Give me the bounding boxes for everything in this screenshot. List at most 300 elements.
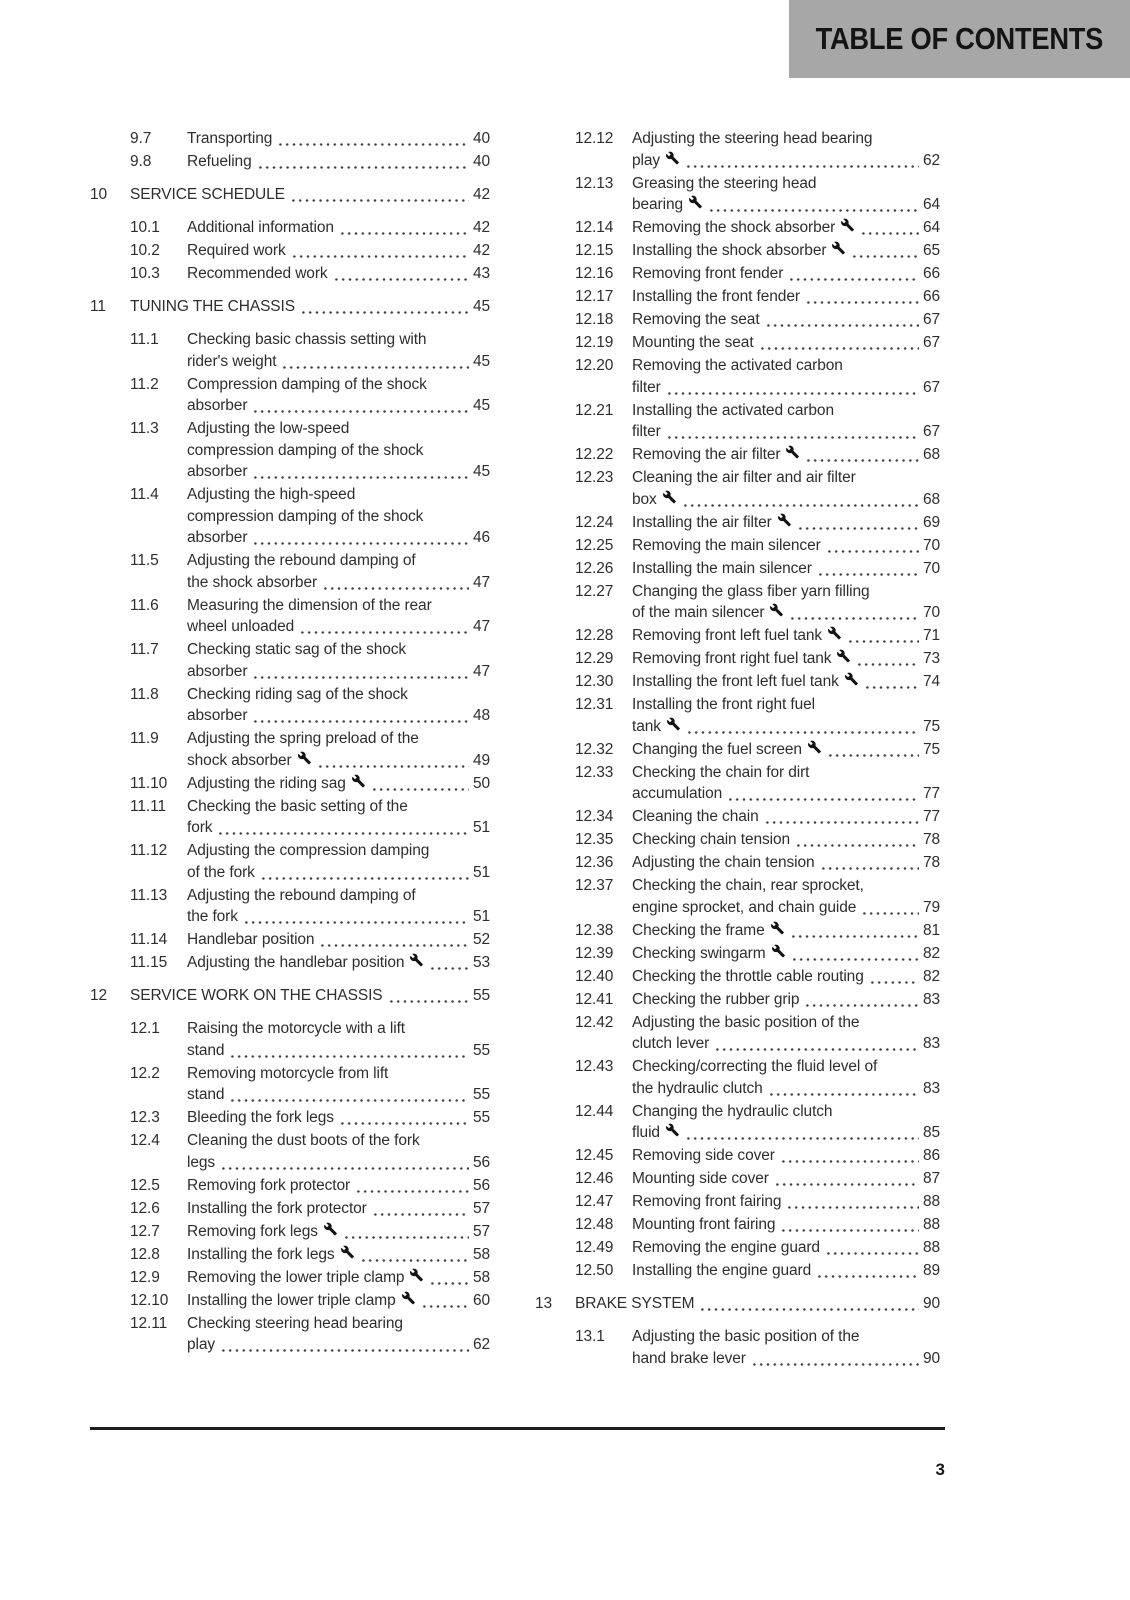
entry-number: 12.41 — [575, 990, 614, 1008]
entry-title-line: Changing the glass fiber yarn filling — [632, 582, 870, 600]
entry-number: 12.38 — [575, 921, 614, 939]
entry-last-line — [632, 648, 940, 670]
entry-title-line: SERVICE WORK ON THE CHASSIS — [130, 987, 383, 1004]
entry-title-line: Mounting side cover — [632, 1170, 769, 1187]
entry-leader-dots — [805, 459, 919, 462]
entry-number: 12.35 — [575, 831, 614, 848]
entry-title-line: tank — [632, 717, 661, 735]
entry-body — [632, 1056, 940, 1099]
entry-leader-dots — [827, 754, 919, 757]
entry-page-number: 55 — [472, 1041, 490, 1059]
toc-section-entry — [90, 1198, 490, 1220]
wrench-icon — [688, 195, 703, 209]
entry-body — [632, 806, 940, 828]
entry-title-line: Removing motorcycle from lift — [187, 1064, 389, 1082]
toc-section-entry — [90, 952, 490, 974]
wrench-icon — [785, 445, 800, 459]
entry-body — [187, 217, 490, 239]
entry-body — [632, 648, 940, 670]
entry-last-line — [632, 150, 940, 172]
entry-leader-dots — [780, 1160, 919, 1163]
toc-section-entry — [535, 943, 940, 965]
toc-section-entry — [90, 1175, 490, 1197]
entry-last-line — [632, 558, 940, 580]
entry-page-number: 87 — [922, 1170, 940, 1187]
entry-number: 12.25 — [575, 536, 614, 554]
entry-leader-dots — [805, 301, 919, 304]
entry-leader-dots — [429, 967, 469, 970]
entry-title-line: absorber — [187, 707, 248, 724]
entry-last-line — [187, 1152, 490, 1174]
entry-last-line — [632, 1078, 940, 1100]
toc-section-entry — [90, 1244, 490, 1266]
entry-number: 12.10 — [130, 1291, 169, 1309]
entry-title-line: Installing the fork protector — [187, 1199, 367, 1217]
entry-body — [187, 639, 490, 682]
entry-title-line: Removing front left fuel tank — [632, 627, 823, 644]
entry-page-number: 67 — [922, 378, 940, 396]
toc-chapter-entry — [90, 184, 490, 206]
entry-leader-dots — [851, 255, 919, 258]
toc-section-entry — [90, 374, 490, 417]
entry-title-line: Checking the frame — [632, 921, 765, 939]
entry-title-line: Removing the air filter — [632, 446, 781, 463]
entry-title-line: Checking the chain, rear sprocket, — [632, 877, 864, 894]
entry-title-line: Removing front right fuel tank — [632, 650, 832, 667]
entry-number: 12.2 — [130, 1064, 160, 1082]
entry-body — [632, 400, 940, 443]
entry-body — [632, 1191, 940, 1213]
toc-section-entry — [90, 684, 490, 727]
entry-title-line: Adjusting the chain tension — [632, 854, 815, 871]
entry-body — [632, 1101, 940, 1144]
entry-leader-dots — [666, 392, 919, 395]
entry-number: 12.28 — [575, 627, 614, 644]
entry-last-line — [187, 1084, 490, 1106]
entry-last-line — [187, 263, 490, 285]
wrench-icon — [340, 1245, 355, 1259]
entry-body — [632, 739, 940, 761]
entry-title-line: Changing the fuel screen — [632, 740, 802, 758]
entry-title-line: Greasing the steering head — [632, 174, 817, 192]
toc-section-entry — [90, 773, 490, 795]
entry-page-number: 88 — [922, 1216, 940, 1233]
entry-number: 11.8 — [130, 685, 159, 703]
entry-body — [130, 184, 490, 206]
entry-title-line: Adjusting the spring preload of the — [187, 730, 419, 747]
entry-title-line: clutch lever — [632, 1035, 710, 1052]
toc-chapter-entry — [90, 296, 490, 318]
entry-title-line: Installing the front left fuel tank — [632, 673, 839, 690]
wrench-icon — [409, 953, 424, 967]
entry-body — [632, 1012, 940, 1055]
entry-body — [187, 1175, 490, 1197]
entry-number: 10.2 — [130, 242, 160, 259]
entry-title-line: Compression damping of the shock — [187, 375, 427, 393]
toc-section-entry — [90, 1107, 490, 1129]
entry-page-number: 58 — [472, 1245, 490, 1263]
toc-section-entry — [90, 128, 490, 150]
toc-section-entry — [535, 1237, 940, 1259]
wrench-icon — [831, 241, 846, 255]
entry-page-number: 62 — [922, 151, 940, 169]
toc-section-entry — [535, 1191, 940, 1213]
entry-page-number: 57 — [472, 1199, 490, 1217]
entry-page-number: 55 — [472, 987, 490, 1004]
entry-title-line: accumulation — [632, 785, 723, 802]
entry-number: 12.47 — [575, 1193, 614, 1210]
entry-number: 12.37 — [575, 877, 614, 894]
entry-leader-dots — [727, 798, 919, 801]
entry-page-number: 62 — [472, 1336, 490, 1353]
entry-leader-dots — [791, 958, 919, 961]
toc-section-entry — [535, 467, 940, 510]
toc-section-entry — [90, 263, 490, 285]
entry-last-line — [130, 184, 490, 206]
entry-page-number: 50 — [472, 774, 490, 792]
entry-leader-dots — [220, 1349, 469, 1352]
entry-number: 11.14 — [130, 931, 168, 948]
toc-column-right — [535, 128, 940, 1371]
entry-leader-dots — [290, 199, 469, 202]
entry-title-line: Removing the shock absorber — [632, 219, 836, 236]
entry-last-line — [632, 1260, 940, 1282]
toc-chapter-entry — [90, 985, 490, 1007]
toc-chapter-entry — [535, 1293, 940, 1315]
toc-section-entry — [535, 240, 940, 262]
entry-title-line: Bleeding the fork legs — [187, 1109, 334, 1126]
entry-page-number: 82 — [922, 944, 940, 962]
entry-last-line — [632, 309, 940, 331]
entry-page-number: 42 — [472, 242, 490, 259]
entry-title-line: Installing the air filter — [632, 513, 772, 531]
entry-page-number: 90 — [922, 1295, 940, 1312]
entry-title-line: TUNING THE CHASSIS — [130, 298, 295, 315]
entry-leader-dots — [686, 731, 919, 734]
toc-section-entry — [90, 595, 490, 638]
entry-body — [632, 920, 940, 942]
toc-section-entry — [535, 581, 940, 624]
entry-number: 11.2 — [130, 375, 159, 393]
entry-last-line — [632, 783, 940, 805]
wrench-icon — [297, 751, 312, 765]
entry-page-number: 67 — [922, 311, 940, 328]
entry-last-line — [130, 985, 490, 1007]
entry-body — [187, 1290, 490, 1312]
entry-number: 12.34 — [575, 808, 614, 825]
entry-page-number: 53 — [472, 954, 490, 971]
entry-last-line — [632, 1237, 940, 1259]
entry-leader-dots — [856, 663, 919, 666]
entry-leader-dots — [817, 573, 919, 576]
toc-section-entry — [535, 762, 940, 805]
entry-body — [187, 1267, 490, 1289]
entry-page-number: 77 — [922, 785, 940, 802]
entry-body — [187, 595, 490, 638]
entry-leader-dots — [257, 166, 469, 169]
wrench-icon — [844, 672, 859, 686]
entry-leader-dots — [864, 686, 919, 689]
wrench-icon — [770, 921, 785, 935]
entry-title-line: Installing the main silencer — [632, 559, 812, 577]
entry-body — [632, 671, 940, 693]
entry-number: 12.27 — [575, 582, 614, 600]
entry-last-line — [187, 1175, 490, 1197]
entry-body — [187, 1221, 490, 1243]
entry-page-number: 51 — [472, 819, 490, 836]
entry-last-line — [632, 943, 940, 965]
entry-page-number: 49 — [472, 751, 490, 769]
entry-last-line — [632, 852, 940, 874]
entry-last-line — [187, 461, 490, 483]
entry-page-number: 71 — [922, 627, 940, 644]
entry-page-number: 64 — [922, 219, 940, 236]
entry-leader-dots — [252, 410, 469, 413]
toc-section-entry — [535, 739, 940, 761]
entry-body — [187, 796, 490, 839]
wrench-icon — [666, 717, 681, 731]
entry-body — [632, 332, 940, 354]
entry-last-line — [632, 602, 940, 624]
entry-title-line: wheel unloaded — [187, 618, 295, 635]
entry-title-line: engine sprocket, and chain guide — [632, 898, 857, 916]
entry-title-line: Cleaning the air filter and air filter — [632, 469, 856, 486]
entry-title-line: Checking/correcting the fluid level of — [632, 1058, 878, 1075]
entry-body — [632, 444, 940, 466]
entry-page-number: 83 — [922, 990, 940, 1008]
entry-number: 12.3 — [130, 1109, 160, 1126]
entry-page-number: 67 — [922, 423, 940, 440]
entry-page-number: 83 — [922, 1079, 940, 1097]
entry-last-line — [130, 296, 490, 318]
entry-last-line — [632, 806, 940, 828]
entry-leader-dots — [759, 347, 919, 350]
wrench-icon — [665, 1123, 680, 1137]
entry-body — [632, 309, 940, 331]
entry-last-line — [187, 1267, 490, 1289]
entry-last-line — [187, 1198, 490, 1220]
entry-body — [632, 355, 940, 398]
entry-body — [632, 263, 940, 285]
entry-last-line — [632, 377, 940, 399]
entry-body — [632, 852, 940, 874]
entry-body — [130, 985, 490, 1007]
entry-last-line — [632, 535, 940, 557]
entry-title-line: legs — [187, 1153, 216, 1171]
entry-leader-dots — [343, 1236, 469, 1239]
entry-leader-dots — [220, 1167, 469, 1170]
entry-body — [187, 840, 490, 883]
entry-last-line — [632, 1122, 940, 1144]
entry-last-line — [187, 217, 490, 239]
entry-page-number: 51 — [472, 863, 490, 881]
entry-title-line: Checking chain tension — [632, 831, 791, 848]
entry-leader-dots — [243, 921, 469, 924]
toc-section-entry — [535, 286, 940, 308]
entry-body — [187, 952, 490, 974]
entry-number: 12 — [90, 987, 108, 1004]
toc-section-entry — [90, 1130, 490, 1173]
toc-section-entry — [535, 535, 940, 557]
entry-last-line — [632, 989, 940, 1011]
entry-leader-dots — [860, 232, 919, 235]
entry-number: 11.9 — [130, 730, 159, 747]
entry-title-line: Installing the engine guard — [632, 1262, 812, 1279]
entry-title-line: Checking riding sag of the shock — [187, 685, 408, 703]
entry-last-line — [187, 750, 490, 772]
toc-section-entry — [535, 128, 940, 171]
entry-leader-dots — [252, 676, 469, 679]
entry-number: 11.3 — [130, 420, 159, 437]
entry-last-line — [632, 217, 940, 239]
entry-last-line — [632, 671, 940, 693]
entry-page-number: 47 — [472, 662, 490, 680]
entry-number: 12.43 — [575, 1058, 614, 1075]
entry-title-line: Installing the shock absorber — [632, 242, 827, 259]
entry-last-line — [187, 952, 490, 974]
entry-number: 11.15 — [130, 954, 168, 971]
entry-last-line — [187, 240, 490, 262]
entry-body — [187, 329, 490, 372]
entry-body — [632, 581, 940, 624]
toc-section-entry — [90, 1267, 490, 1289]
entry-body — [632, 535, 940, 557]
entry-leader-dots — [666, 436, 919, 439]
entry-number: 12.14 — [575, 219, 614, 236]
entry-body — [187, 773, 490, 795]
toc-section-entry — [535, 989, 940, 1011]
entry-title-line: play — [187, 1336, 216, 1353]
entry-page-number: 55 — [472, 1109, 490, 1126]
toc-section-entry — [90, 796, 490, 839]
entry-number: 12.48 — [575, 1216, 614, 1233]
entry-number: 12.1 — [130, 1020, 160, 1037]
entry-title-line: Adjusting the compression damping — [187, 842, 430, 859]
entry-body — [130, 296, 490, 318]
entry-number: 11.7 — [130, 641, 159, 658]
entry-title-line: Checking the basic setting of the — [187, 797, 408, 815]
entry-page-number: 67 — [922, 334, 940, 351]
entry-last-line — [187, 616, 490, 638]
entry-body — [187, 550, 490, 593]
toc-section-entry — [90, 418, 490, 483]
entry-title-line: Mounting the seat — [632, 334, 754, 351]
entry-title-line: Required work — [187, 242, 286, 259]
wrench-icon — [777, 513, 792, 527]
entry-last-line — [187, 351, 490, 373]
entry-title-line: hand brake lever — [632, 1349, 746, 1367]
entry-page-number: 78 — [922, 854, 940, 871]
entry-leader-dots — [229, 1099, 469, 1102]
entry-title-line: BRAKE SYSTEM — [575, 1295, 695, 1312]
entry-title-line: Mounting front fairing — [632, 1216, 776, 1233]
entry-page-number: 83 — [922, 1035, 940, 1052]
entry-last-line — [632, 194, 940, 216]
entry-number: 12.8 — [130, 1245, 160, 1263]
entry-body — [187, 728, 490, 771]
toc-section-entry — [535, 217, 940, 239]
entry-title-line: Checking basic chassis setting with — [187, 331, 427, 348]
entry-page-number: 40 — [472, 153, 490, 170]
entry-title-line: Removing fork legs — [187, 1222, 318, 1240]
entry-page-number: 46 — [472, 529, 490, 546]
entry-number: 11.1 — [130, 331, 159, 348]
entry-leader-dots — [429, 1282, 469, 1285]
entry-number: 12.26 — [575, 559, 614, 577]
entry-last-line — [187, 395, 490, 417]
entry-leader-dots — [764, 821, 919, 824]
entry-last-line — [632, 421, 940, 443]
entry-leader-dots — [847, 640, 919, 643]
entry-title-line: Checking swingarm — [632, 944, 766, 962]
toc-section-entry — [535, 173, 940, 216]
entry-body — [187, 374, 490, 417]
entry-leader-dots — [317, 765, 469, 768]
entry-title-line: Removing the seat — [632, 311, 760, 328]
entry-number: 12.46 — [575, 1170, 614, 1187]
entry-number: 12.7 — [130, 1222, 160, 1240]
entry-title-line: Adjusting the basic position of the — [632, 1328, 860, 1345]
entry-title-line: Removing fork protector — [187, 1176, 351, 1194]
entry-last-line — [632, 625, 940, 647]
entry-number: 12.30 — [575, 673, 614, 690]
entry-body — [187, 1018, 490, 1061]
entry-leader-dots — [780, 1229, 919, 1232]
entry-title-line: Adjusting the steering head bearing — [632, 130, 873, 147]
entry-title-line: the fork — [187, 908, 238, 925]
entry-leader-dots — [768, 1093, 919, 1096]
entry-page-number: 60 — [472, 1291, 490, 1309]
entry-title-line: Refueling — [187, 153, 252, 170]
entry-last-line — [187, 1334, 490, 1356]
toc-section-entry — [535, 1056, 940, 1099]
entry-leader-dots — [388, 1000, 469, 1003]
entry-title-line: Installing the front fender — [632, 288, 800, 305]
entry-page-number: 88 — [922, 1193, 940, 1210]
toc-section-entry — [90, 329, 490, 372]
toc-section-entry — [535, 1101, 940, 1144]
wrench-icon — [771, 944, 786, 958]
entry-title-line: Installing the activated carbon — [632, 401, 834, 419]
entry-leader-dots — [277, 143, 469, 146]
entry-page-number: 40 — [472, 130, 490, 147]
entry-leader-dots — [291, 255, 469, 258]
entry-last-line — [632, 512, 940, 534]
toc-section-entry — [535, 920, 940, 942]
entry-leader-dots — [804, 1004, 919, 1007]
entry-number: 11.4 — [130, 486, 159, 503]
toc-section-entry — [535, 1214, 940, 1236]
entry-title-line: fork — [187, 819, 213, 836]
entry-title-line: Removing the main silencer — [632, 536, 821, 554]
entry-body — [632, 1145, 940, 1167]
entry-page-number: 45 — [472, 298, 490, 315]
toc-section-entry — [535, 671, 940, 693]
toc-section-entry — [90, 240, 490, 262]
entry-last-line — [187, 1290, 490, 1312]
entry-page-number: 82 — [922, 967, 940, 985]
entry-body — [632, 1260, 940, 1282]
entry-number: 11.5 — [130, 552, 159, 569]
entry-page-number: 47 — [472, 573, 490, 591]
entry-leader-dots — [333, 278, 469, 281]
entry-leader-dots — [788, 278, 919, 281]
entry-leader-dots — [217, 832, 469, 835]
entry-last-line — [575, 1293, 940, 1315]
entry-number: 12.50 — [575, 1262, 614, 1279]
entry-body — [575, 1293, 940, 1315]
entry-body — [187, 1313, 490, 1356]
